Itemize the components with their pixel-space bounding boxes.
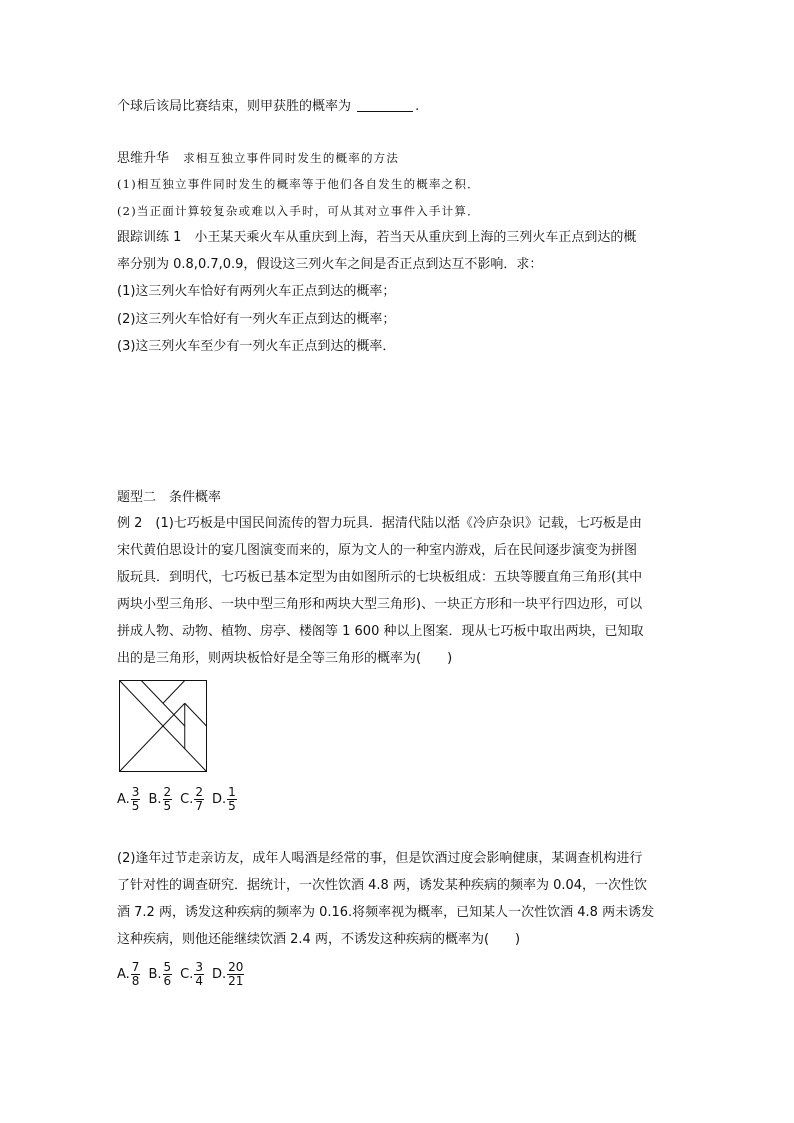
- part2-line-2: 了针对性的调查研究．据统计，一次性饮酒 4.8 两，诱发某种疾病的频率为 0.04，一次性饮: [117, 878, 648, 893]
- exercise-line-1: 跟踪训练 1 小王某天乘火车从重庆到上海，若当天从重庆到上海的三列火车正点到达的概: [117, 230, 637, 245]
- question-continuation: [117, 99, 419, 115]
- part2-line-4: 这种疾病，则他还能继续饮酒 2.4 两，不诱发这种疾病的概率为( ): [117, 932, 521, 947]
- choice-d[interactable]: D. $\frac{1}{5}$: [212, 785, 236, 813]
- part2-line-3: 酒 7.2 两，诱发这种疾病的频率为 0.16.将频率视为概率，已知某人一次性饮酒 4.8 两未诱发: [117, 905, 655, 920]
- tangram-edge: [141, 681, 163, 704]
- exercise-question-3: (3)这三列火车至少有一列火车正点到达的概率．: [117, 339, 396, 354]
- exercise-line-2: 率分别为 0.8,0.7,0.9，假设这三列火车之间是否正点到达互不影响．求：: [117, 257, 543, 272]
- choice-b[interactable]: B. $\frac{2}{5}$: [148, 785, 172, 813]
- fraction: $\frac{7}{8}$: [131, 960, 140, 988]
- section-title: 题型二 条件概率: [117, 490, 222, 505]
- part2-line-1: (2)逢年过节走亲访友，成年人喝酒是经常的事，但是饮酒过度会影响健康，某调查机构进行: [117, 851, 643, 866]
- thinking-title: 思维升华: [117, 151, 170, 166]
- tangram-diagonal-half: [120, 703, 185, 771]
- example-line-1: 例 2 (1)七巧板是中国民间流传的智力玩具．据清代陆以湉《冷庐杂识》记载，七巧板是由: [117, 516, 642, 531]
- fraction: $\frac{5}{6}$: [163, 960, 172, 988]
- choice-c[interactable]: C. $\frac{2}{7}$: [180, 785, 203, 813]
- thinking-heading: [117, 150, 399, 167]
- choice-b[interactable]: B. $\frac{5}{6}$: [148, 960, 172, 988]
- choices-2: [117, 961, 252, 988]
- thinking-subtitle: 求相互独立事件同时发生的概率的方法: [183, 151, 400, 165]
- fraction: $\frac{20}{21}$: [228, 960, 244, 988]
- choices-1: [117, 786, 245, 813]
- exercise-question-1: (1)这三列火车恰好有两列火车正点到达的概率；: [117, 284, 396, 299]
- example-line-3: 版玩具．到明代，七巧板已基本定型为由如图所示的七块板组成：五块等腰直角三角形(其中: [117, 570, 643, 585]
- choice-c[interactable]: C. $\frac{3}{4}$: [180, 960, 203, 988]
- fraction: $\frac{1}{5}$: [228, 785, 236, 813]
- period: .: [415, 99, 420, 114]
- tangram-figure: [119, 680, 207, 772]
- example-line-5: 拼成人物、动物、植物、房亭、楼阁等 1 600 种以上图案．现从七巧板中取出两块，已知取: [117, 624, 644, 639]
- choice-a[interactable]: A. $\frac{7}{8}$: [117, 960, 140, 988]
- question-text: 个球后该局比赛结束，则甲获胜的概率为: [117, 99, 352, 114]
- exercise-question-2: (2)这三列火车恰好有一列火车正点到达的概率；: [117, 312, 396, 327]
- example-line-4: 两块小型三角形、一块中型三角形和两块大型三角形)、一块正方形和一块平行四边形，可以: [117, 597, 643, 612]
- tangram-edge: [185, 703, 207, 726]
- example-line-6: 出的是三角形，则两块板恰好是全等三角形的概率为( ): [117, 651, 453, 666]
- fraction: $\frac{3}{4}$: [195, 960, 203, 988]
- choice-d[interactable]: D. $\frac{20}{21}$: [212, 960, 244, 988]
- answer-blank: [357, 99, 413, 112]
- example-line-2: 宋代黄伯思设计的宴几图演变而来的，原为文人的一种室内游戏，后在民间逐步演变为拼图: [117, 543, 638, 558]
- choice-a[interactable]: A. $\frac{3}{5}$: [117, 785, 140, 813]
- thinking-point-2: (2)当正面计算较复杂或难以入手时，可从其对立事件入手计算．: [117, 204, 480, 218]
- fraction: $\frac{2}{5}$: [163, 785, 172, 813]
- fraction: $\frac{3}{5}$: [131, 785, 140, 813]
- fraction: $\frac{2}{7}$: [195, 785, 203, 813]
- thinking-point-1: (1)相互独立事件同时发生的概率等于他们各自发生的概率之积．: [117, 177, 480, 191]
- tangram-edge: [163, 681, 185, 704]
